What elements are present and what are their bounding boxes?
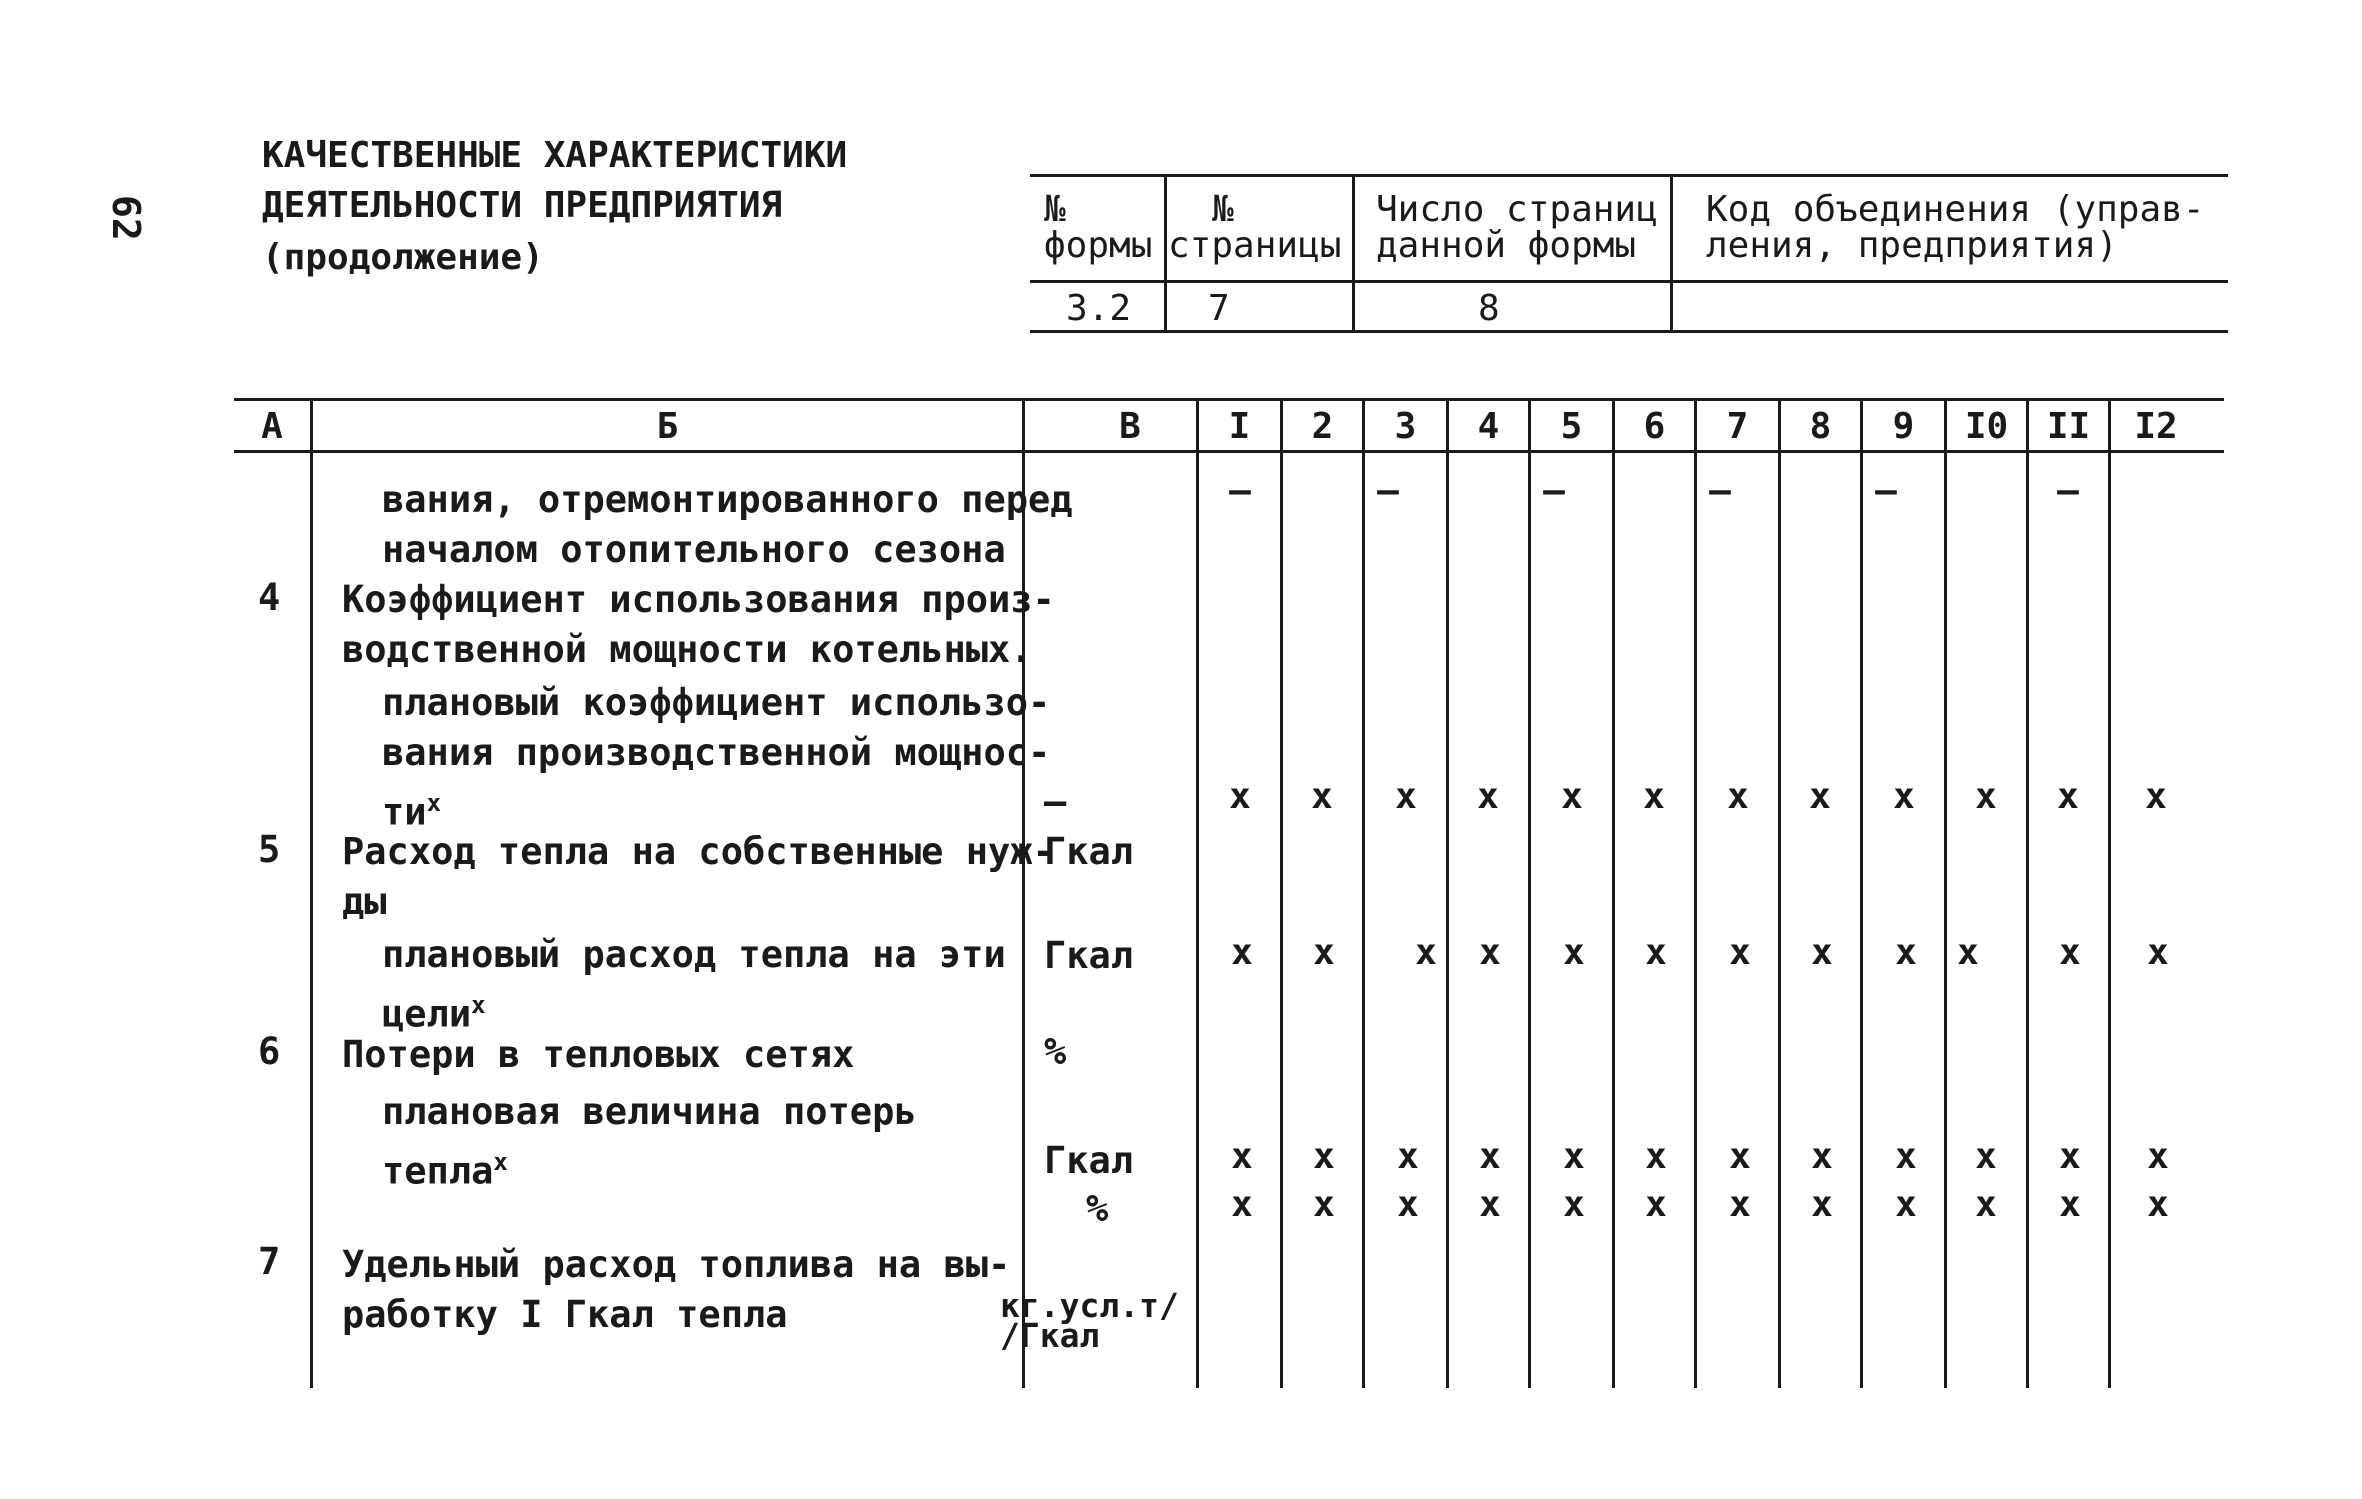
row-5-text-line-1: Расход тепла на собственные нуж- [342,830,1055,873]
row-5-sub-line-2: цели$^x$ [382,991,486,1036]
row-6-gkal-x-month-6: x [1645,1136,1667,1177]
document-title-line-1: КАЧЕСТВЕННЫЕ ХАРАКТЕРИСТИКИ [262,135,848,176]
page-number: 62 [104,195,148,241]
row-5-x-month-4: x [1479,932,1501,973]
row-5-x-month-12: x [2147,932,2169,973]
col-header-month-6: 6 [1643,406,1666,447]
row-5-x-month-10: x [1957,932,1979,973]
row-6-pct-x-month-9: x [1895,1184,1917,1225]
col-header-month-2: 2 [1311,406,1334,447]
row-5-sub-line-1: плановый расход тепла на эти [382,933,1006,976]
row-5-x-month-5: x [1563,932,1585,973]
row-6-pct-x-month-4: x [1479,1184,1501,1225]
row-3-text-line-1: вания, отремонтированного перед [382,478,1073,521]
row-5-x-month-9: x [1895,932,1917,973]
document-title-line-2: ДЕЯТЕЛЬНОСТИ ПРЕДПРИЯТИЯ [262,185,783,226]
pages-count-label-2: данной формы [1376,225,1637,266]
col-header-month-8: 8 [1809,406,1832,447]
row-6-number: 6 [258,1030,281,1073]
row-4-x-month-11: x [2057,776,2079,817]
document-title-line-3: (продолжение) [262,237,544,278]
month-divider-4 [1528,398,1531,1388]
col-header-month-11: II [2046,406,2091,447]
pages-count-label-1: Число страниц [1376,189,1658,230]
form-header-top-rule [1030,174,2228,177]
form-header-mid-rule [1030,280,2228,283]
row-4-sub-line-3: $ти^x$ [382,789,442,834]
row-5-number: 5 [258,828,281,871]
month-divider-8 [1860,398,1863,1388]
table-header-rule [234,450,2224,453]
form-header-divider-2 [1352,174,1355,330]
row-6-pct-x-month-8: x [1811,1184,1833,1225]
row-5-x-month-2: x [1313,932,1335,973]
pages-count-value: 8 [1478,288,1500,329]
row-7-number: 7 [258,1240,281,1283]
col-header-b: Б [656,406,679,447]
row-3-dash-month-7: – [1709,470,1731,511]
row-3-dash-month-1: – [1229,470,1251,511]
form-number-label-2: формы [1044,225,1153,266]
row-6-gkal-x-month-5: x [1563,1136,1585,1177]
page-number-label-2: страницы [1168,225,1342,266]
row-3-dash-month-5: – [1543,470,1565,511]
row-6-pct-x-month-7: x [1729,1184,1751,1225]
row-6-gkal-x-month-7: x [1729,1136,1751,1177]
col-header-month-4: 4 [1477,406,1500,447]
month-divider-5 [1612,398,1615,1388]
row-5-x-month-6: x [1645,932,1667,973]
row-6-gkal-x-month-9: x [1895,1136,1917,1177]
row-6-gkal-x-month-3: x [1397,1136,1419,1177]
month-divider-11 [2108,398,2111,1388]
month-divider-7 [1778,398,1781,1388]
row-6-unit: % [1044,1030,1067,1073]
col-header-month-12: I2 [2134,406,2178,447]
row-3-text-line-2: началом отопительного сезона [382,528,1006,571]
month-divider-9 [1944,398,1947,1388]
row-4-x-month-1: x [1229,776,1251,817]
row-6-pct-x-month-10: x [1975,1184,1997,1225]
row-4-x-month-8: x [1809,776,1831,817]
row-5-sub-unit: Гкал [1044,934,1134,977]
row-4-x-month-4: x [1477,776,1499,817]
month-divider-2 [1362,398,1365,1388]
row-4-x-month-10: x [1975,776,1997,817]
row-3-dash-month-9: – [1875,470,1897,511]
row-4-x-month-7: x [1727,776,1749,817]
row-5-unit: Гкал [1044,830,1134,873]
row-6-pct-x-month-11: x [2059,1184,2081,1225]
form-header-divider-3 [1670,174,1673,330]
row-6-pct-x-month-6: x [1645,1184,1667,1225]
row-4-text-line-2: водственной мощности котельных. [342,628,1033,671]
row-7-unit-line-2: /Гкал [1000,1316,1100,1355]
form-header-divider-1 [1164,174,1167,330]
col-a-divider [310,398,313,1388]
row-5-x-month-3: x [1415,932,1437,973]
row-5-x-month-7: x [1729,932,1751,973]
col-header-v: В [1119,406,1141,447]
month-divider-3 [1446,398,1449,1388]
row-7-text-line-1: Удельный расход топлива на вы- [342,1243,1011,1286]
footnote-mark: x [493,1148,508,1176]
row-5-x-month-1: x [1231,932,1253,973]
row-6-sub-line-1: плановая величина потерь [382,1090,917,1133]
form-header-bottom-rule [1030,330,2228,333]
form-number-label-1: № [1044,189,1066,230]
code-label-2: ления, предприятия) [1706,225,2118,266]
row-5-text-line-2: ды [342,880,387,923]
col-header-month-7: 7 [1726,406,1749,447]
col-header-month-10: I0 [1964,406,2009,447]
row-6-gkal-x-month-1: x [1231,1136,1253,1177]
row-4-number: 4 [258,576,281,619]
month-divider-10 [2026,398,2029,1388]
row-4-x-month-6: x [1643,776,1665,817]
row-6-pct-x-month-2: x [1313,1184,1335,1225]
row-6-pct-x-month-12: x [2147,1184,2169,1225]
table-top-rule [234,398,2224,401]
row-6-text-line-1: Потери в тепловых сетях [342,1033,855,1076]
row-6-pct-x-month-1: x [1231,1184,1253,1225]
page-number-value: 7 [1208,288,1230,329]
row-6-gkal-x-month-11: x [2059,1136,2081,1177]
code-label-1: Код объединения (управ- [1706,189,2205,230]
row-4-unit: – [1044,780,1067,823]
page-number-label-1: № [1212,189,1234,230]
row-6-gkal-x-month-4: x [1479,1136,1501,1177]
row-4-x-month-9: x [1893,776,1915,817]
form-number-value: 3.2 [1066,288,1132,329]
footnote-mark: x [426,789,442,817]
row-4-text-line-1: Коэффициент использования произ- [342,578,1055,621]
col-header-month-5: 5 [1560,406,1583,447]
col-header-a: А [261,406,283,447]
row-6-gkal-x-month-8: x [1811,1136,1833,1177]
row-4-x-month-12: x [2145,776,2167,817]
row-6-sub-unit-2: % [1086,1187,1109,1230]
col-v-divider [1196,398,1199,1388]
row-7-text-line-2: работку I Гкал тепла [342,1293,788,1336]
footnote-mark: x [471,991,486,1019]
row-6-gkal-x-month-10: x [1975,1136,1997,1177]
row-6-gkal-x-month-12: x [2147,1136,2169,1177]
row-3-dash-month-11: – [2057,470,2079,511]
row-4-x-month-2: x [1311,776,1333,817]
row-6-gkal-x-month-2: x [1313,1136,1335,1177]
row-5-x-month-11: x [2059,932,2081,973]
row-4-sub-line-1: плановый коэффициент использо- [382,681,1051,724]
row-6-sub-unit-1: Гкал [1044,1139,1134,1182]
row-6-sub-line-2: тепла$^x$ [382,1148,508,1193]
row-4-sub-line-2: вания производственной мощнос- [382,731,1051,774]
row-6-pct-x-month-5: x [1563,1184,1585,1225]
month-divider-6 [1694,398,1697,1388]
row-6-pct-x-month-3: x [1397,1184,1419,1225]
row-4-x-month-5: x [1561,776,1583,817]
col-header-month-3: 3 [1394,406,1417,447]
month-divider-1 [1280,398,1283,1388]
row-3-dash-month-3: – [1377,470,1399,511]
col-header-month-1: I [1228,406,1251,447]
row-7-unit-line-1: кг.усл.т/ [1000,1286,1179,1325]
col-b-divider [1022,398,1025,1388]
row-5-x-month-8: x [1811,932,1833,973]
row-4-x-month-3: x [1395,776,1417,817]
col-header-month-9: 9 [1892,406,1915,447]
